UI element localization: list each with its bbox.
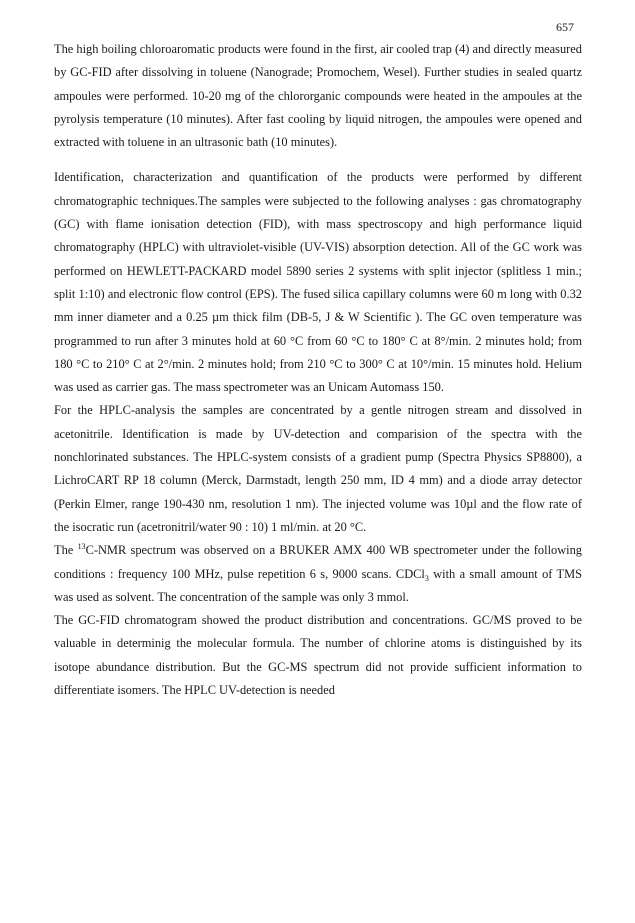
nmr-prefix: The [54, 543, 78, 558]
paragraph-gc-analysis: Identification, characterization and quantification of the products were performed by different chromatographic techniques.The samples were subjected to the following analyses : gas chromatography (GC) with flame ionisation detection (FID), with mass spectroscopy and high performance liquid chromatography (HPLC) with ultraviolet-visible (UV-VIS) absorption detection. All of the GC work was performed on HEWLETT-PACKARD model 5890 series 2 systems with split injector (splitless 1 min.; split 1:10) and electronic flow control (EPS). The fused silica capillary columns were 60 m long with 0.32 mm inner diameter and a 0.25 µm thick film (DB-5, J & W Scientific ). The GC oven temperature was programmed to run after 3 minutes hold at 60 °C from 60 °C to 180° C at 8°/min. 2 minutes hold; from 180 °C to 210° C at 2°/min. 2 minutes hold; from 210 °C to 300° C at 10°/min. 15 minutes hold. Helium was used as carrier gas. The mass spectrometer was an Unicam Automass 150. [54, 170, 582, 395]
paragraph-results: The GC-FID chromatogram showed the product distribution and concentrations. GC/MS proved to be valuable in determinig the molecular formula. The number of chlorine atoms is distinguished by its isotope abundance distribution. But the GC-MS spectrum did not provide sufficient information to differentiate isomers. The HPLC UV-detection is needed [54, 613, 582, 698]
page-number: 657 [556, 20, 574, 34]
nmr-text-part2: with a small amount of TMS was used as solvent. The concentration of the sample was only 3 mmol. [54, 566, 582, 604]
nmr-text-part1: C-NMR spectrum was observed on a BRUKER AMX 400 WB spectrometer under the following conditions : frequency 100 MHz, pulse repetition 6 s, 9000 scans. CDCl [54, 543, 582, 581]
paragraph-nmr [54, 539, 582, 609]
body-text [54, 38, 582, 702]
paragraph-sample-preparation: The high boiling chloroaromatic products were found in the first, air cooled trap (4) and directly measured by GC-FID after dissolving in toluene (Nanograde; Promochem, Wesel). Further studies in sealed quartz ampoules were performed. 10-20 mg of the chlororganic compounds were heated in the ampoules at the pyrolysis temperature (10 minutes). After fast cooling by liquid nitrogen, the ampoules were opened and extracted with toluene in an ultrasonic bath (10 minutes). [54, 42, 582, 150]
cdcl3-subscript: 3 [424, 573, 429, 583]
nmr-isotope-superscript: 13 [77, 542, 86, 552]
paragraph-hplc-analysis: For the HPLC-analysis the samples are concentrated by a gentle nitrogen stream and dissolved in acetonitrile. Identification is made by UV-detection and comparision of the spectra with the nonchlorinated substances. The HPLC-system consists of a gradient pump (Spectra Physics SP8800), a LichroCART RP 18 column (Merck, Darmstadt, length 250 mm, ID 4 mm) and a diode array detector (Perkin Elmer, range 190-430 nm, resolution 1 nm). The injected volume was 10µl and the flow rate of the isocratic run (acetronitril/water 90 : 10) 1 ml/min. at 20 °C. [54, 403, 582, 534]
